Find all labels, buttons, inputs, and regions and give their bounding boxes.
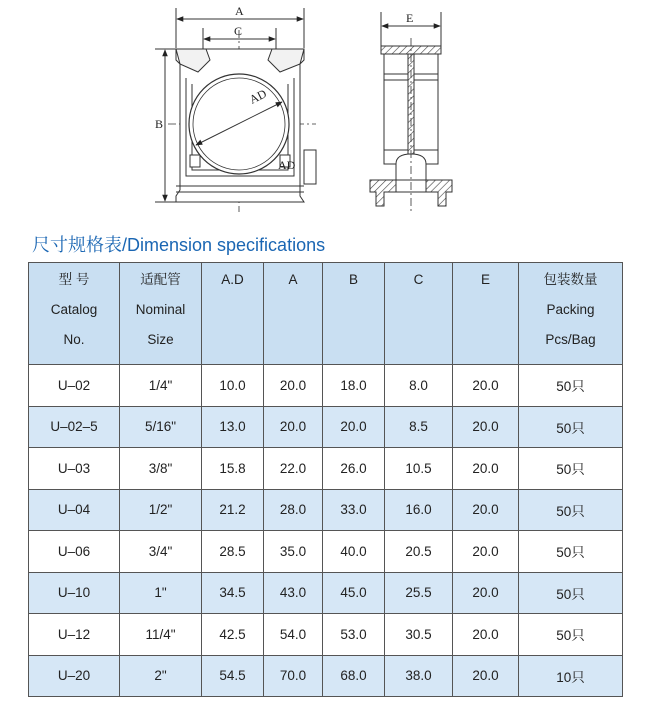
table-cell: 68.0 — [323, 655, 385, 697]
column-header-line: A.D — [221, 272, 244, 287]
table-cell: 25.5 — [385, 572, 453, 614]
table-cell: 1/4" — [120, 365, 202, 407]
table-cell: 22.0 — [264, 448, 323, 490]
table-header-row — [29, 263, 623, 365]
table-cell: 30.5 — [385, 614, 453, 656]
column-header-line: A — [288, 272, 298, 287]
column-header-line: Catalog — [50, 302, 98, 317]
table-row — [29, 448, 623, 490]
table-cell: 45.0 — [323, 572, 385, 614]
column-header — [202, 263, 264, 365]
column-header-line: E — [480, 272, 490, 287]
column-header — [323, 263, 385, 365]
table-cell: 13.0 — [202, 406, 264, 448]
table-cell: 3/4" — [120, 531, 202, 573]
table-cell: U–10 — [29, 572, 120, 614]
table-cell: 53.0 — [323, 614, 385, 656]
table-cell: 38.0 — [385, 655, 453, 697]
side-view — [370, 12, 452, 214]
table-cell: 50只 — [519, 614, 623, 656]
column-header-line: 适配管 — [140, 272, 181, 287]
column-header — [385, 263, 453, 365]
column-header — [120, 263, 202, 365]
table-cell: 40.0 — [323, 531, 385, 573]
table-cell: 10.0 — [202, 365, 264, 407]
table-cell: 15.8 — [202, 448, 264, 490]
table-cell: 50只 — [519, 531, 623, 573]
table-row — [29, 655, 623, 697]
table-cell: 20.0 — [453, 448, 519, 490]
table-row — [29, 531, 623, 573]
column-header-line: Size — [147, 332, 174, 347]
column-header-line: 型 号 — [58, 272, 90, 287]
table-body — [29, 365, 623, 697]
table-cell: 54.0 — [264, 614, 323, 656]
table-cell: 20.0 — [323, 406, 385, 448]
table-cell: 11/4" — [120, 614, 202, 656]
table-cell: U–02–5 — [29, 406, 120, 448]
dimension-label-ad-small: AD — [278, 158, 296, 172]
table-cell: 20.0 — [453, 406, 519, 448]
table-cell: 20.0 — [453, 489, 519, 531]
table-cell: U–20 — [29, 655, 120, 697]
table-cell: 5/16" — [120, 406, 202, 448]
column-header-line: C — [413, 272, 424, 287]
column-header — [453, 263, 519, 365]
dimension-label-c: C — [234, 24, 243, 38]
table-cell: 70.0 — [264, 655, 323, 697]
table-row — [29, 406, 623, 448]
table-cell: U–12 — [29, 614, 120, 656]
table-cell: 54.5 — [202, 655, 264, 697]
table-cell: 42.5 — [202, 614, 264, 656]
column-header-line: 包装数量 — [543, 272, 598, 287]
table-cell: 2" — [120, 655, 202, 697]
table-cell: 50只 — [519, 448, 623, 490]
table-cell: 3/8" — [120, 448, 202, 490]
table-cell: U–06 — [29, 531, 120, 573]
table-row — [29, 489, 623, 531]
table-cell: 10.5 — [385, 448, 453, 490]
table-cell: 20.0 — [264, 406, 323, 448]
table-cell: 43.0 — [264, 572, 323, 614]
table-cell: 35.0 — [264, 531, 323, 573]
table-cell: 8.0 — [385, 365, 453, 407]
column-header-line: B — [348, 272, 358, 287]
table-cell: 28.0 — [264, 489, 323, 531]
column-header-line: Packing — [546, 302, 595, 317]
dimension-label-e: E — [406, 11, 414, 25]
table-cell: 20.0 — [453, 531, 519, 573]
column-header-line: Nominal — [135, 302, 186, 317]
table-cell: 20.5 — [385, 531, 453, 573]
table-cell: 20.0 — [453, 614, 519, 656]
table-cell: 50只 — [519, 365, 623, 407]
table-cell: 20.0 — [453, 572, 519, 614]
page-title: 尺寸规格表/Dimension specifications — [32, 235, 326, 255]
technical-drawing — [0, 0, 658, 230]
dimension-label-ad: AD — [247, 86, 269, 107]
column-header-line: No. — [63, 332, 85, 347]
table-cell: 16.0 — [385, 489, 453, 531]
table-cell: 28.5 — [202, 531, 264, 573]
table-cell: 26.0 — [323, 448, 385, 490]
table-cell: 20.0 — [264, 365, 323, 407]
table-cell: 1/2" — [120, 489, 202, 531]
table-cell: 20.0 — [453, 655, 519, 697]
column-header-line: Pcs/Bag — [545, 332, 596, 347]
column-header — [29, 263, 120, 365]
table-cell: U–03 — [29, 448, 120, 490]
dimension-table — [28, 262, 623, 697]
dimension-label-b: B — [155, 117, 164, 131]
table-cell: 50只 — [519, 406, 623, 448]
table-cell: 34.5 — [202, 572, 264, 614]
table-cell: 8.5 — [385, 406, 453, 448]
column-header — [519, 263, 623, 365]
table-cell: 1" — [120, 572, 202, 614]
table-cell: 33.0 — [323, 489, 385, 531]
table-cell: U–04 — [29, 489, 120, 531]
table-cell: 18.0 — [323, 365, 385, 407]
front-view — [155, 8, 316, 212]
table-cell: 50只 — [519, 572, 623, 614]
table-row — [29, 365, 623, 407]
table-cell: 50只 — [519, 489, 623, 531]
table-cell: U–02 — [29, 365, 120, 407]
table-cell: 20.0 — [453, 365, 519, 407]
table-row — [29, 614, 623, 656]
table-cell: 21.2 — [202, 489, 264, 531]
column-header — [264, 263, 323, 365]
table-cell: 10只 — [519, 655, 623, 697]
dimension-label-a: A — [235, 4, 244, 18]
table-row — [29, 572, 623, 614]
